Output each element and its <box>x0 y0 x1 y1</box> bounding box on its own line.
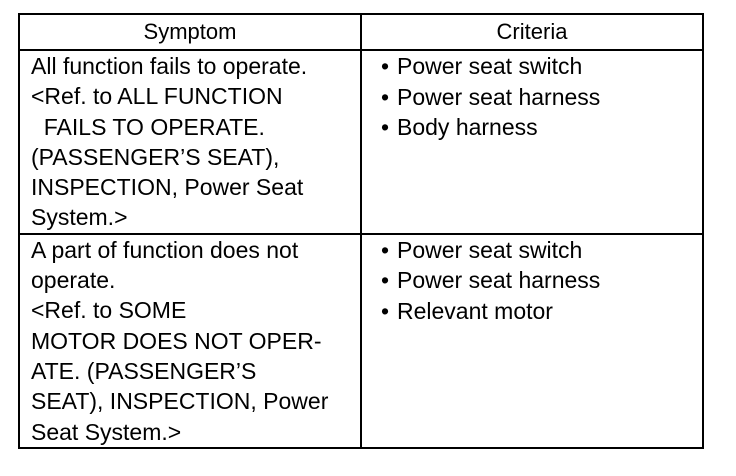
bullet-icon: • <box>380 297 390 324</box>
criteria-text: Power seat switch <box>397 53 583 79</box>
symptom-line: All function fails to operate. <box>31 53 308 79</box>
symptom-cell <box>19 50 361 234</box>
table-row <box>19 50 703 234</box>
criteria-list <box>373 235 702 327</box>
symptom-line: operate. <box>31 267 116 294</box>
symptom-line: SEAT), INSPECTION, Power <box>31 388 329 415</box>
symptom-line: A part of function does not <box>31 236 299 263</box>
criteria-item <box>373 265 702 296</box>
criteria-item <box>373 82 702 113</box>
symptom-line: ATE. (PASSENGER’S <box>31 357 257 384</box>
criteria-text: Power seat harness <box>397 267 601 294</box>
table-row <box>19 234 703 448</box>
symptom-line: <Ref. to ALL FUNCTION <box>31 83 283 110</box>
criteria-cell <box>361 234 703 448</box>
criteria-text: Body harness <box>397 114 538 140</box>
symptom-criteria-table <box>18 13 704 449</box>
header-symptom: Symptom <box>19 14 361 50</box>
criteria-item <box>373 235 702 266</box>
header-criteria: Criteria <box>361 14 703 50</box>
bullet-icon: • <box>380 114 390 140</box>
bullet-icon: • <box>380 83 390 110</box>
criteria-text: Power seat switch <box>397 236 583 263</box>
criteria-list <box>373 51 702 143</box>
criteria-text: Relevant motor <box>397 297 553 324</box>
criteria-cell <box>361 50 703 234</box>
bullet-icon: • <box>380 53 390 79</box>
symptom-line: FAILS TO OPERATE. <box>31 113 265 140</box>
header-row <box>19 14 703 50</box>
symptom-line: Seat System.> <box>31 418 182 445</box>
symptom-line: System.> <box>31 204 128 231</box>
criteria-item <box>373 112 702 143</box>
bullet-icon: • <box>380 236 390 263</box>
bullet-icon: • <box>380 267 390 294</box>
criteria-text: Power seat harness <box>397 83 601 110</box>
symptom-line: MOTOR DOES NOT OPER- <box>31 327 322 354</box>
criteria-item <box>373 51 702 82</box>
symptom-cell <box>19 234 361 448</box>
symptom-line: <Ref. to SOME <box>31 297 187 324</box>
symptom-line: INSPECTION, Power Seat <box>31 174 304 201</box>
symptom-line: (PASSENGER’S SEAT), <box>31 143 280 170</box>
criteria-item <box>373 296 702 327</box>
